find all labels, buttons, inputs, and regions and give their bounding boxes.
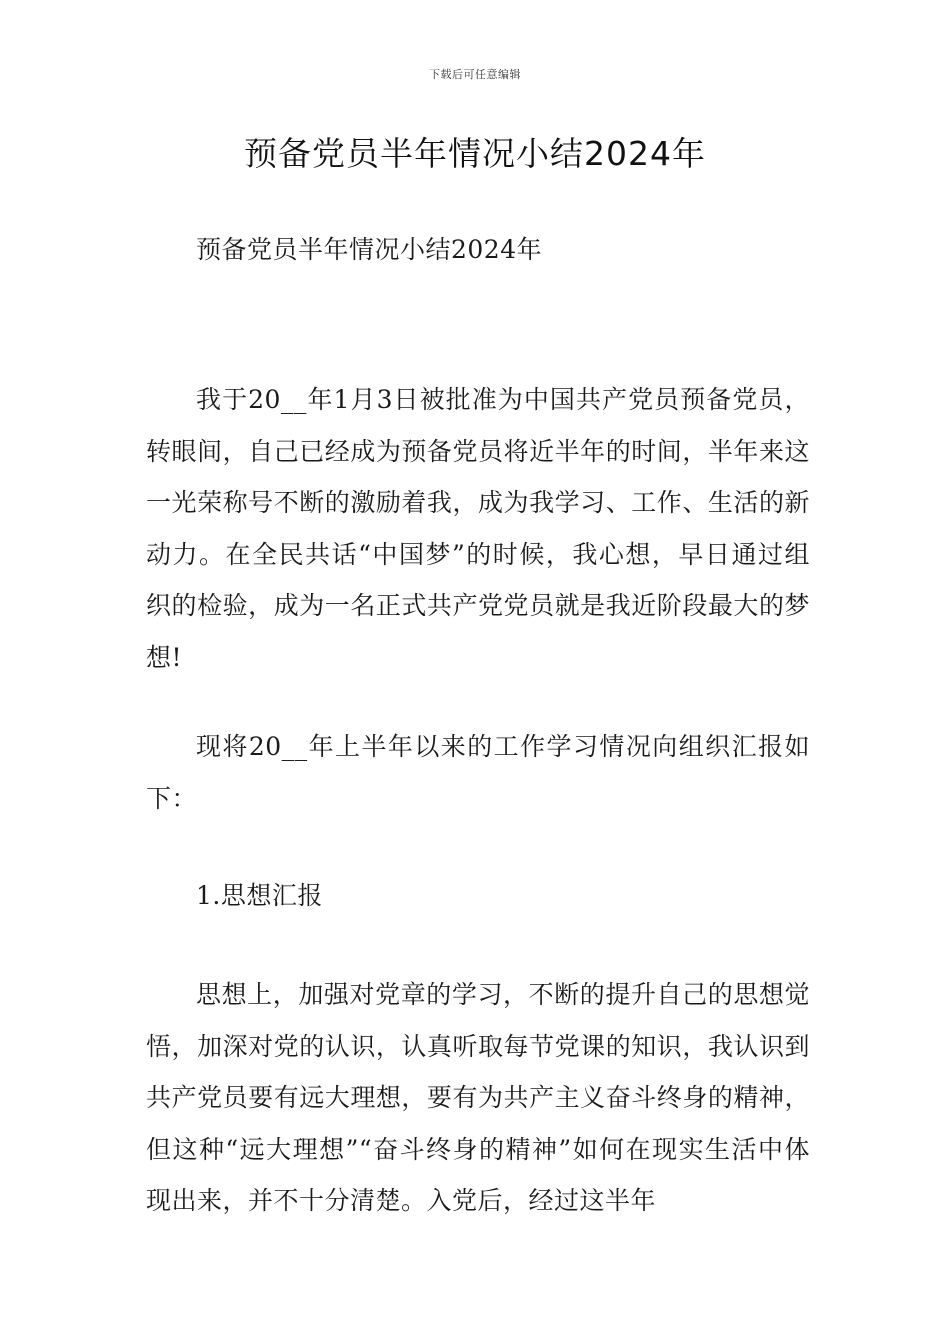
section-heading: 1.思想汇报: [196, 881, 323, 910]
thought-paragraph: 思想上，加强对党章的学习，不断的提升自己的思想觉悟，加深对党的认识，认真听取每节党课的知识，我认识到共产党员要有远大理想，要有为共产主义奋斗终身的精神，但这种“远大理想”“奋斗终身的精神”如何在现实生活中体现出来，并不十分清楚。入党后，经过这半年: [146, 980, 810, 1215]
intro-paragraph: 我于20__年1月3日被批准为中国共产党员预备党员，转眼间，自己已经成为预备党员将近半年的时间，半年来这一光荣称号不断的激励着我，成为我学习、工作、生活的新动力。在全民共话“中国梦”的时候，我心想，早日通过组织的检验，成为一名正式共产党党员就是我近阶段最大的梦想!: [146, 385, 810, 672]
document-title: 预备党员半年情况小结2024年: [244, 134, 706, 173]
report-paragraph: 现将20__年上半年以来的工作学习情况向组织汇报如下：: [146, 732, 810, 813]
header-note: 下载后可任意编辑: [429, 68, 521, 81]
subtitle-paragraph: 预备党员半年情况小结2024年: [196, 235, 543, 264]
